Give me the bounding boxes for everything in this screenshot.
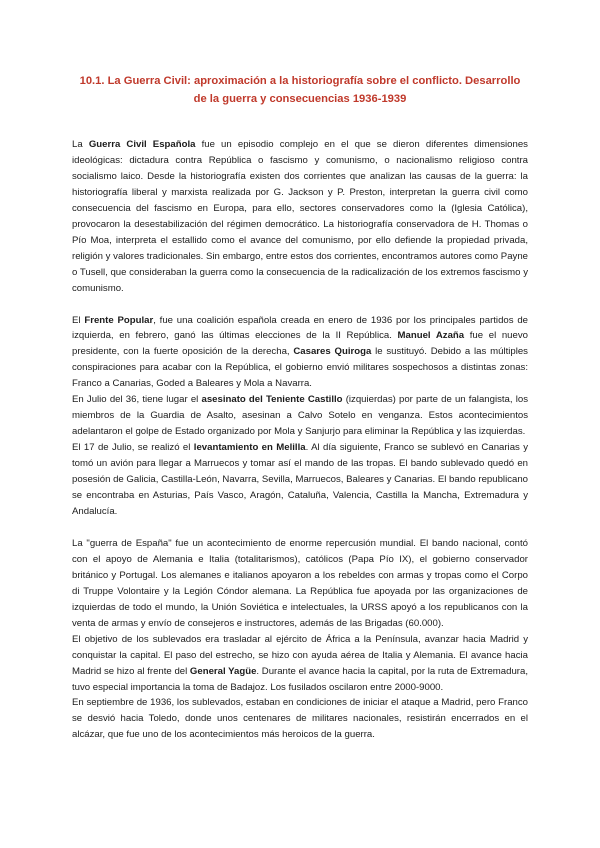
- text-run: La: [72, 139, 89, 150]
- text-run: El: [72, 314, 85, 326]
- text-run: fue un episodio complejo en el que se dieron diferentes dimensiones ideológicas: dictadura contra República o fascismo y comunismo, o nacionalismo religioso contra socialismo laico. Desde la historiografía existen dos corrientes que analizan las causas de la guerra: la historiografía liberal y marxista realizada por G. Jackson y P. Preston, interpretan la guerra civil como consecuencia del fascismo en Europa, para ello, sectores conservadores como la (Iglesia Católica), provocaron la desestabilización del régimen democrático. La historiografía conservadora de H. Thomas o Pío Moa, interpreta el estallido como el avance del comunismo, por ello defiende la propiedad privada, religión y valores tradicionales. Sin embargo, entre estos dos corrientes, encontramos autores como Payne o Tusell, que consideraban la guerra como la consecuencia de la radicalización de los extremos fascismo y comunismo.: [72, 139, 528, 294]
- paragraph-gap: [72, 297, 528, 313]
- paragraph-historiography: [72, 137, 528, 297]
- text-run: . Al día siguiente, Franco se sublevó en Canarias y tomó un avión para llegar a Marruecos y tomar así el mando de las tropas. El bando sublevado quedó en posesión de Galicia, Castilla-León, Navarra, Sevilla, Marruecos, Baleares y Canarias. El bando republicano se encontraba en Asturias, País Vasco, Aragón, Cataluña, Valencia, Castilla la Mancha, Extremadura y Andalucía.: [72, 442, 528, 517]
- text-run: El 17 de Julio, se realizó el: [72, 442, 194, 454]
- text-run: le sustituyó. Debido a las múltiples conspiraciones para acabar con la República, el gobierno envió militares sospechosos a distintas zonas: Franco a Canarias, Goded a Baleares y Mola a Navarra.: [72, 346, 528, 390]
- bold-term-general-yague: General Yagüe: [189, 665, 257, 677]
- bold-term-teniente-castillo: asesinato del Teniente Castillo: [201, 394, 343, 406]
- text-run: En Julio del 36, tiene lugar el: [72, 394, 202, 406]
- bold-term-manuel-azana: Manuel Azaña: [397, 330, 465, 342]
- text-run: , fue una coalición española creada en enero de 1936 por los principales partidos de izquierda, en febrero, ganó las últimas elecciones de la II República.: [72, 314, 529, 342]
- bold-term-guerra-civil: Guerra Civil Española: [88, 139, 196, 150]
- text-run: fue el nuevo presidente, con la fuerte oposición de la derecha,: [72, 330, 528, 358]
- bold-term-melilla: levantamiento en Melilla: [193, 442, 306, 454]
- paragraph-gap: [72, 520, 528, 536]
- paragraph-asesinato: [72, 392, 528, 440]
- paragraph-septiembre-1936: En septiembre de 1936, los sublevados, estaban en condiciones de iniciar el ataque a Madrid, pero Franco se desvió hacia Toledo, donde unos centenares de militares nacionales, resistirán encerrados en el alcázar, que fue uno de los acontecimientos más heroicos de la guerra.: [72, 697, 528, 741]
- text-run: (izquierdas) por parte de un falangista, los miembros de la Guardia de Asalto, asesinan a Calvo Sotelo en venganza. Estos acontecimientos adelantaron el golpe de Estado organizado por Mola y Sanjurjo para eliminar la República y las izquierdas.: [72, 394, 528, 438]
- paragraph-frente-popular: [72, 313, 528, 393]
- text-run: . Durante el avance hacia la capital, por la ruta de Extremadura, tuvo especial importancia la toma de Badajoz. Los fusilados oscilaron entre 2000-9000.: [72, 665, 528, 693]
- bold-term-casares-quiroga: Casares Quiroga: [293, 346, 372, 358]
- paragraph-guerra-de-espana: La "guerra de España" fue un acontecimiento de enorme repercusión mundial. El bando nacional, contó con el apoyo de Alemania e Italia (totalitarismos), católicos (Papa Pío IX), el gobierno conservador británico y Portugal. Los alemanes e italianos apoyaron a los rebeldes con armas y tropas como el Corpo di Truppe Volontaire y la Legión Cóndor alemana. La República fue apoyada por las organizaciones de izquierdas de todo el mundo, la Unión Soviética e intelectuales, la URSS apoyó a los republicanos con la venta de armas y envío de consejeros e instructores, además de las Brigadas (60.000).: [72, 537, 528, 629]
- text-run: El objetivo de los sublevados era trasladar al ejército de África a la Península, avanzar hacia Madrid y conquistar la capital. El paso del estrecho, se hizo con ayuda aérea de Italia y Alemania. El avance hacia Madrid se hizo al frente del: [72, 633, 528, 677]
- document-title: 10.1. La Guerra Civil: aproximación a la historiografía sobre el conflicto. Desarrollo de la guerra y consecuencias 1936-1939: [79, 75, 521, 105]
- bold-term-frente-popular: Frente Popular: [84, 314, 154, 326]
- paragraph-objetivo-sublevados: [72, 632, 528, 696]
- paragraph-levantamiento: [72, 440, 528, 520]
